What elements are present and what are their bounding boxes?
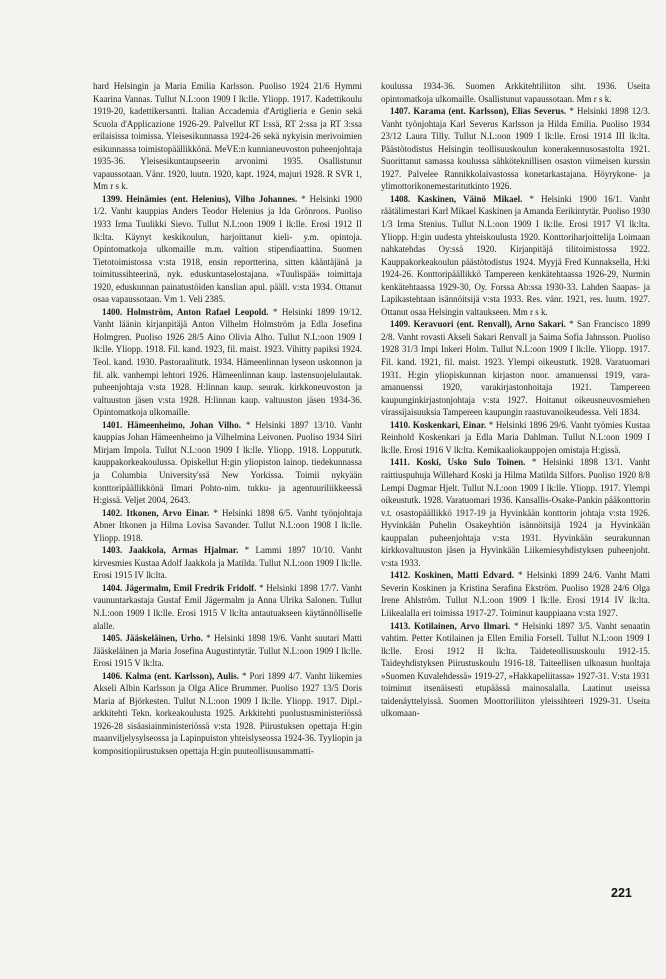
entry-heading: 1410. Koskenkari, Einar. <box>390 419 487 430</box>
entry-heading: 1402. Itkonen, Arvo Einar. <box>102 507 210 518</box>
entry-body: * Helsinki 1900 1/2. Vanht kauppias Anders Teodor Helenius ja Ida Grönroos. Puoliso 1933 Irma Tuulikki Sievo. Tullut N.L:oon 1909 I lk:lle. Erosi 1912 II lk:lta. Käynyt keskikoulun, harjoittanut kieli- y.m. opintoja. Opintomatkoja ulkomaille m.m. valtion stipendiaattina. Suomen Tietotoimistossa v:sta 1918, ensin reportterina, sitten kääntäjänä ja toimitussihteerinä, nyk. eduskuntaselostajana. »Tuulispää» toimittaja 1920, eduskunnan painatustöiden kanslian apul. pääll. v:sta 1934. Ottanut osaa vapaussotaan. Vm 1. Veli 2385. <box>93 193 363 305</box>
entry-body: * San Francisco 1899 2/8. Vanht rovasti Akseli Sakari Renvall ja Saima Sofia Jahnsson. Puoliso 1928 31/3 Impi Inkeri Holm. Tullut N.L:oon 1909 I lk:lle. Yliopp. 1917. Fil. kand. 1921, fil. maist. 1923. Ylempi oikeustutk. 1928. Varatuomari 1931. H:gin yliopiskunnan kirjaston nuor. amanuenssi 1919, vara-amanuenssi 1920, varakirjastonhoitaja 1921. Tampereen kaupunginkirjastonjohtaja v:sta 1927. Hoitanut oikeusneuvosmiehen virassijaisuuksia Tampereen kaupungin raastuvanoikeudessa. Veli 1834. <box>381 319 650 418</box>
entry-body: * Helsinki 1897 3/5. Vanht senaatin vahtim. Petter Kotilainen ja Ellen Emilia Forsell. Tullut N.L:oon 1909 I lk:lle. Erosi 1912 II lk:lta. Taideteollisuuskoulu 1912-15. Taideyhdistyksen Piirustuskoulu 1916-18. Taiteellisen ulkoasun huoltaja »Suomen Kuvalehdessä» 1919-27, »Hakkapeliitassa» 1927-31. V:sta 1931 toiminut itsenäisesti etupäässä mainosalalla. Laatinut useissa taidenäyttelyissä. Suomen Moottoriliiton yleissihteeri 1929-31. Useita ulkomaan- <box>381 620 650 719</box>
entry-heading: 1404. Jägermalm, Emil Fredrik Fridolf. <box>102 582 257 593</box>
entry-body: * Helsinki 1898 19/6. Vanht suutari Matti Jääskeläinen ja Maria Josefina Augustintytär. Tullut N.L:oon 1909 I lk:lle. Erosi 1915 V lk:lta. <box>93 633 363 669</box>
entry-heading: 1407. Karama (ent. Karlsson), Elias Severus. <box>390 106 567 117</box>
biography-entry <box>93 306 362 419</box>
entry-body: * Helsinki 1898 12/3. Vanht työnjohtaja Karl Severus Karlsson ja Hilda Emilia. Puoliso 1934 23/12 Laura Tilly. Tullut N.L:oon 1909 I lk:lle. Erosi 1914 III lk:lta. Päästötodistus Helsingin teollisuuskoulun konerakennusosastolta 1921. Suorittanut samassa koulussa sähköteknillisen osaston viimeisen kurssin 1927. Palvelee Rannikkolaivastossa konetarkastajana. Höyrykone- ja ylimottorikonemestaritutkinto 1926. <box>381 106 650 192</box>
biography-entry <box>381 193 650 318</box>
biography-entry <box>93 670 362 758</box>
biography-entry <box>93 193 362 306</box>
entry-heading: 1408. Kaskinen, Väinö Mikael. <box>390 193 523 204</box>
entry-heading: 1411. Koski, Usko Sulo Toinen. <box>390 457 526 468</box>
entry-body: * Helsinki 1898 13/1. Vanht raittiuspuhuja Willehard Koski ja Hilma Matilda Silfors. Puoliso 1920 8/8 Lempi Dagmar Hjelt. Tullut N.L:oon 1909 I lk:lle. Yliopp. 1917. Ylempi oikeustutk. 1928. Varatuomari 1936. Kansallis-Osake-Pankin pääkonttorin v.t. osastopäällikkö 1917-19 ja Hyvinkään konttorin johtaja v:sta 1926. Hyvinkään Puhelin Osakeyhtiön isännöitsijä 1924 ja Hyvinkään kauppalan puheenjohtaja v:sta 1931. Hyvinkään seurakunnan kirkkovaltuuston jäsen ja Hyvinkään Liikemiesyhdistyksen puheenjoht. v:sta 1933. <box>381 457 650 568</box>
entry-heading: 1406. Kalma (ent. Karlsson), Aulis. <box>102 670 239 681</box>
entry-body: * Helsinki 1899 19/12. Vanht läänin kirjanpitäjä Anton Vilhelm Holmström ja Edla Josefina Holmgren. Puoliso 1926 28/5 Aino Olivia Alho. Tullut N.L:oon 1909 I lk:lle. Yliopp. 1918. Fil. kand. 1923, fil. maist. 1923. Vihitty papiksi 1924. Teol. kand. 1930. Pastoraalitutk. 1934. Hämeenlinnan lyseon uskonnon ja fil. alk. vanhempi lehtori 1926. Hämeenlinnan kaup. lastensuojelulautak. puheenjohtaja v:sta 1928. H:linnan kaup. seurak. kirkkoneuvoston ja valtuuston jäsen v:sta 1928. H:linnan kaup. valtuuston jäsen 1934-36. Opintomatkoja ulkomaille. <box>93 306 362 418</box>
biography-entry <box>93 632 362 670</box>
entry-heading: 1405. Jääskeläinen, Urho. <box>102 633 203 644</box>
biography-entry <box>381 318 650 418</box>
entry-body: * Lammi 1897 10/10. Vanht kirvesmies Kustaa Adolf Jaakkola ja Matilda. Tullut N.L:oon 1909 I lk:lle. Erosi 1915 IV lk:lta. <box>93 545 362 581</box>
biography-entry <box>93 419 362 507</box>
left-column <box>93 80 362 758</box>
entry-body: * Helsinki 1896 29/6. Vanht työmies Kustaa Reinhold Koskenkari ja Edla Maria Dahlman. Tullut N.L:oon 1909 I lk:lle. Erosi 1916 V lk:lta. Kemikaaliokauppojen omistaja H:gissä. <box>381 419 650 455</box>
biography-entry <box>381 569 650 619</box>
entry-body: * Helsinki 1899 24/6. Vanht Matti Severin Koskinen ja Kristina Serafina Ekström. Puoliso 1928 24/6 Olga Irene Ahlström. Tullut N.L:oon 1909 I lk:lle. Erosi 1914 IV lk:lta. Liikealalla eri toimissa 1917-27. Toiminut kauppiaana v:sta 1927. <box>381 570 650 618</box>
page-number: 221 <box>611 886 632 900</box>
entry-body: * Helsinki 1897 13/10. Vanht kauppias Johan Hämeenheimo ja Vilhelmina Leivonen. Puoliso 1934 Siiri Mirjam Impola. Tullut N.L:oon 1909 I lk:lle. Yliopp. 1918. Loppututk. kauppakorkeakoulussa. Opiskellut H:gin yliopiston lainop. tiedekunnassa ja Columbia University'ssä New Yorkissa. Toimii nykyään konttoripäällikkönä Ilmari Pohto-nim. tukku- ja agentuuriliikkeessä H:gissä. Veljet 2004, 2643. <box>93 419 362 506</box>
biography-entry <box>381 456 650 569</box>
biography-entry <box>381 620 650 720</box>
biography-entry <box>381 419 650 457</box>
entry-continuation: hard Helsingin ja Maria Emilia Karlsson. Puoliso 1924 21/6 Hymmi Kaarina Vannas. Tullut N.L:oon 1909 I lk:lle. Yliopp. 1917. Kadettikoulu 1919-20, kadettikersantti. Italian Accademia d'Artiglieria e Genio sekä Scuola d'Applicazione 1926-29. Palvellut RT I:ssä, RT 2:ssa ja RT 3:ssa erilaisissa toimissa. Yleisesikunnassa 1924-26 sekä nykyisin merivoimien esikunnassa toimistopäällikkönä. MeVE:n kunnianeuvoston puheenjohtaja 1935-36. Yleisesikuntaupseerin arvonimi 1935. Osallistunut vapaussotaan. Vänr. 1920, luutn. 1920, kapt. 1924, majuri 1928. R SVR 1, Mm r s k. <box>93 81 362 192</box>
entry-body: * Helsinki 1898 6/5. Vanht työnjohtaja Abner Itkonen ja Hilma Lovisa Savander. Tullut N.L:oon 1908 I lk:lle. Yliopp. 1918. <box>93 507 362 543</box>
entry-body: * Helsinki 1900 16/1. Vanht räätälimestari Karl Mikael Kaskinen ja Amanda Eerikintytär. Puoliso 1930 1/3 Irma Stenius. Tullut N.L:oon 1909 I lk:lle. Erosi 1917 VI lk:lta. Yliopp. H:gin uudesta yhteiskoulusta 1920. Konttoriharjoittelija Loimaan nahkatehdas Oy:ssä 1920. Kirjanpitäjä tilitoimistossa 1922. Kauppakorkeakoulun päästötodistus 1924. Myyjä Fred Kunnaksella, H:ki 1924-26. Konttoripäällikkö Tampereen kenkätehtaassa 1926-29, Nurmin kenkätehtaassa 1929-30, Oy. Forssa Ab:ssa 1930-33. Lahden Saapas- ja Lapikastehtaan isännöitsijä v:sta 1933. Res. vänr. 1921, res. luutn. 1927. Ottanut osaa Helsingin valtaukseen. Mm r s k. <box>381 193 650 317</box>
entry-heading: 1401. Hämeenheimo, Johan Vilho. <box>102 419 241 430</box>
biography-entry <box>381 105 650 193</box>
biography-entry <box>93 582 362 632</box>
entry-heading: 1399. Heinämies (ent. Helenius), Vilho Johannes. <box>102 193 298 204</box>
entry-heading: 1412. Koskinen, Matti Edvard. <box>390 570 514 581</box>
entry-continuation: koulussa 1934-36. Suomen Arkkitehtiliiton siht. 1936. Useita opintomatkoja ulkomaille. Osallistunut vapaussotaan. Mm r s k. <box>381 81 650 104</box>
entry-heading: 1413. Kotilainen, Arvo Ilmari. <box>390 620 511 631</box>
biography-entry <box>93 507 362 545</box>
entry-heading: 1400. Holmström, Anton Rafael Leopold. <box>102 306 269 317</box>
entry-body: * Pori 1899 4/7. Vanht liikemies Akseli Albin Karlsson ja Olga Alice Brummer. Puoliso 1927 13/5 Doris Maria af Björkesten. Tullut N.L:oon 1909 I lk:lle. Yliopp. 1917. Dipl.-arkkitehti Tekn. korkeakoulusta 1925. Arkkitehti puolustusministeriössä 1926-28 sisäasiainministeriössä v:sta 1928. Piirustuksen opettaja H:gin maanviljelysylseossa ja Lapinpuiston yhteislyseossa 1924-36. Tyyliopin ja kompositiopiirustuksen opettaja H:gin puuteollisuusammatti- <box>93 670 362 756</box>
biography-entry <box>93 544 362 582</box>
entry-heading: 1403. Jaakkola, Armas Hjalmar. <box>102 545 239 556</box>
right-column <box>381 80 650 720</box>
entry-heading: 1409. Keravuori (ent. Renvall), Arno Sakari. <box>390 319 566 330</box>
entry-body: * Helsinki 1898 17/7. Vanht vaununtarkastaja Gustaf Emil Jägermalm ja Anna Ulrika Salonen. Tullut N.L:oon 1909 I lk:lle. Erosi 1915 V lk:lta antautuakseen käytännölliselle alalle. <box>93 582 362 631</box>
